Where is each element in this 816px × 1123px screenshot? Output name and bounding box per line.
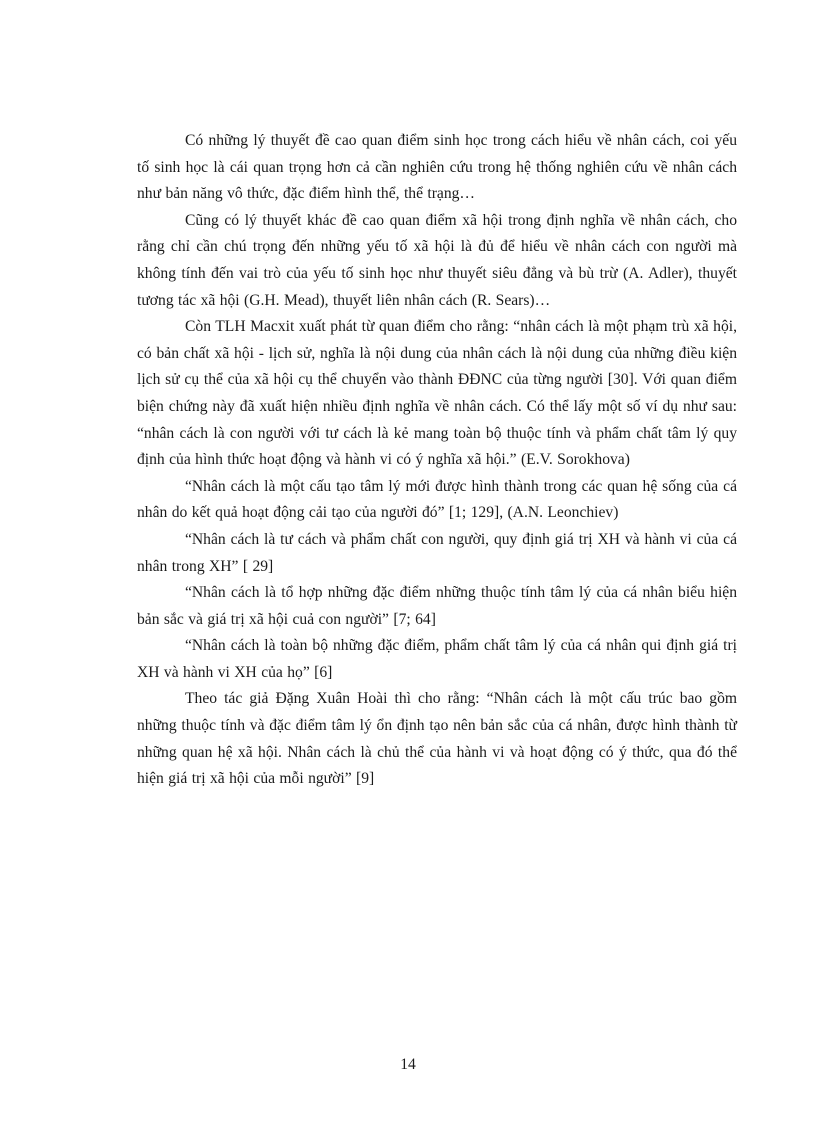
- paragraph-biological-theories: Có những lý thuyết đề cao quan điểm sinh học trong cách hiểu về nhân cách, coi yếu tố sinh học là cái quan trọng hơn cả cần nghiên cứu trong hệ thống nghiên cứu về nhân cách như bản năng vô thức, đặc điểm hình thể, thể trạng…: [137, 132, 737, 203]
- page-number: 14: [400, 1056, 416, 1073]
- paragraph-leonchiev-definition: “Nhân cách là một cấu tạo tâm lý mới được hình thành trong các quan hệ sống của cá nhân do kết quả hoạt động cải tạo của người đó” [1; 129], (A.N. Leonchiev): [137, 477, 737, 522]
- paragraph-definition-6: “Nhân cách là toàn bộ những đặc điểm, phẩm chất tâm lý của cá nhân qui định giá trị XH và hành vi XH của họ” [6]: [137, 637, 737, 681]
- paragraph-dang-xuan-hoai: Theo tác giả Đặng Xuân Hoài thì cho rằng: “Nhân cách là một cấu trúc bao gồm những thuộc tính và đặc điểm tâm lý ổn định tạo nên bản sắc của cá nhân, được hình thành từ những quan hệ xã hội. Nhân cách là chủ thể của hành vi và hoạt động có ý thức, qua đó thể hiện giá trị xã hội của mỗi người” [9]: [137, 690, 737, 788]
- paragraph-social-theories: Cũng có lý thuyết khác đề cao quan điểm xã hội trong định nghĩa về nhân cách, cho rằng chỉ cần chú trọng đến những yếu tố xã hội là đủ để hiểu về nhân cách con người mà không tính đến vai trò của yếu tố sinh học như thuyết siêu đẳng và bù trừ (A. Adler), thuyết tương tác xã hội (G.H. Mead), thuyết liên nhân cách (R. Sears)…: [137, 211, 737, 309]
- paragraph-definition-7: “Nhân cách là tổ hợp những đặc điểm những thuộc tính tâm lý của cá nhân biểu hiện bản sắc và giá trị xã hội cuả con người” [7; 64]: [137, 584, 737, 628]
- paragraph-marxist-psychology: Còn TLH Macxit xuất phát từ quan điểm cho rằng: “nhân cách là một phạm trù xã hội, có bản chất xã hội - lịch sử, nghĩa là nội dung của nhân cách là nội dung của những điều kiện lịch sử cụ thể của xã hội cụ thể chuyển vào thành ĐĐNC của từng người [30]. Với quan điểm biện chứng này đã xuất hiện nhiều định nghĩa về nhân cách. Có thể lấy một số ví dụ như sau: “nhân cách là con người với tư cách là kẻ mang toàn bộ thuộc tính và phẩm chất tâm lý quy định của hình thức hoạt động và hành vi có ý nghĩa xã hội.” (E.V. Sorokhova): [137, 318, 737, 469]
- page-body: [137, 128, 737, 793]
- paragraph-definition-29: “Nhân cách là tư cách và phẩm chất con người, quy định giá trị XH và hành vi của cá nhân trong XH” [ 29]: [137, 530, 737, 575]
